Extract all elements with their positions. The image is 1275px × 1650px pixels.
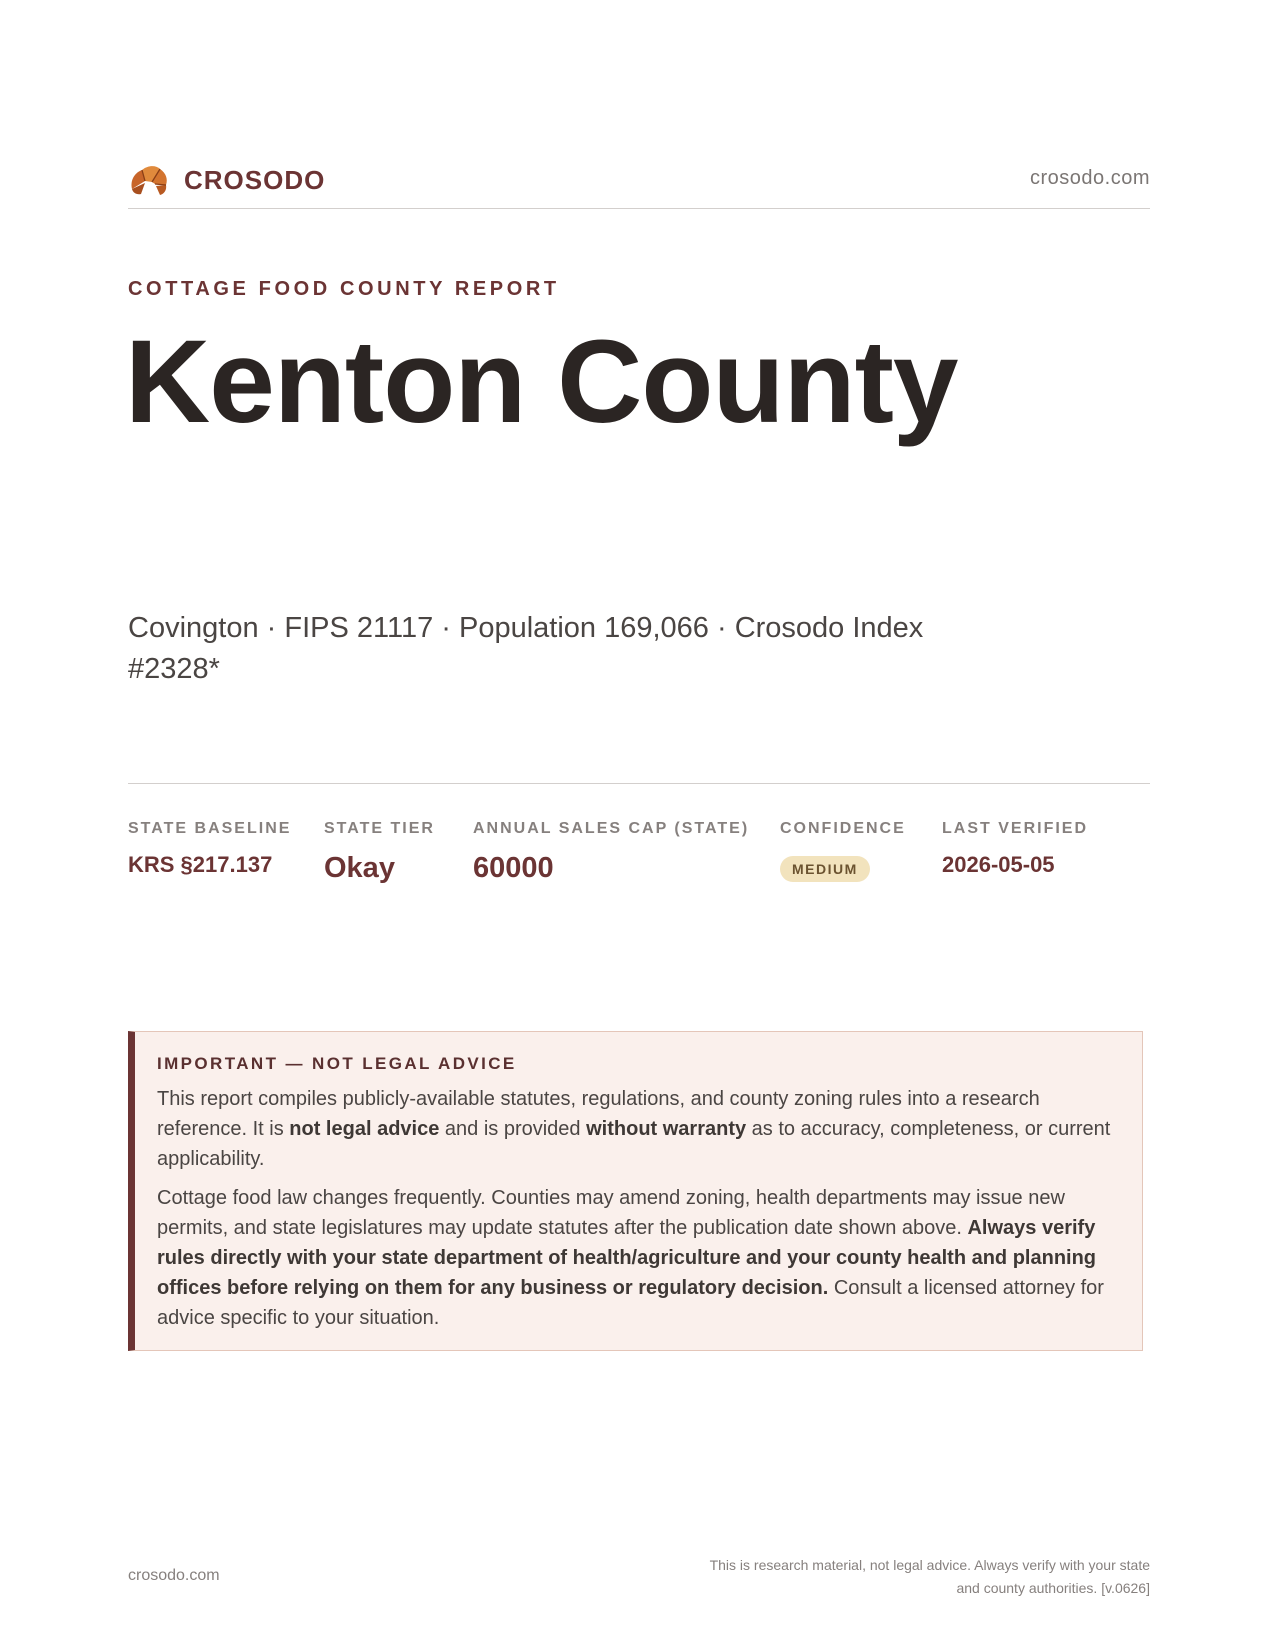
notice-heading: IMPORTANT — NOT LEGAL ADVICE [157,1054,517,1073]
stat-state-baseline [128,820,291,878]
divider [128,783,1150,784]
stat-label: STATE TIER [324,820,435,837]
report-eyebrow: COTTAGE FOOD COUNTY REPORT [128,278,560,300]
page-header [128,158,1150,209]
stat-value: Okay [324,852,395,884]
notice-text: and is provided [439,1118,587,1140]
stat-label: ANNUAL SALES CAP (STATE) [473,820,750,837]
notice-text: Cottage food law changes frequently. Counties may amend zoning, health departments may issue new permits, and state legislatures may update statutes after the publication date shown above. [157,1187,1065,1239]
brand-name: CROSODO [184,164,326,195]
footer-disclaimer-line: This is research material, not legal advice. Always verify with your state [709,1557,1150,1573]
footer-disclaimer-line: and county authorities. [v.0626] [956,1580,1150,1596]
croissant-icon [128,161,170,199]
notice-emphasis: without warranty [586,1118,747,1140]
notice-text: This report compiles publicly-available statutes, regulations, and county zoning rules into a research reference. It is [157,1088,1040,1140]
page-title: Kenton County [125,316,958,448]
notice-text: Consult a licensed attorney for advice specific to your situation. [157,1277,1104,1329]
stat-value: KRS §217.137 [128,852,273,877]
confidence-badge: MEDIUM [780,856,870,882]
notice-emphasis: not legal advice [289,1118,440,1140]
notice-emphasis: Always verify rules directly with your state department of health/agriculture and your county health and planning offices before relying on them for any business or regulatory decision. [157,1217,1097,1299]
footer-disclaimer [630,1554,1150,1600]
footer-link[interactable]: crosodo.com [128,1567,220,1584]
stat-label: LAST VERIFIED [942,820,1089,837]
report-page [125,0,1150,1650]
notice-body [157,1084,1127,1342]
stat-value: 60000 [473,852,554,884]
stat-state-tier [324,820,435,885]
notice-paragraph [157,1084,1127,1174]
report-subtitle: Covington · FIPS 21117 · Population 169,066 · Crosodo Index #2328* [128,612,924,685]
site-link[interactable]: crosodo.com [1030,167,1150,189]
legal-notice [128,1031,1143,1351]
brand[interactable] [128,161,325,199]
stat-last-verified [942,820,1088,878]
stat-confidence [780,820,906,882]
stat-value: 2026-05-05 [942,852,1055,877]
notice-paragraph [157,1183,1127,1333]
stat-label: CONFIDENCE [780,820,906,837]
stat-annual-sales-cap [473,820,749,885]
notice-text: as to accuracy, completeness, or current applicability. [157,1118,1111,1170]
stat-label: STATE BASELINE [128,820,292,837]
